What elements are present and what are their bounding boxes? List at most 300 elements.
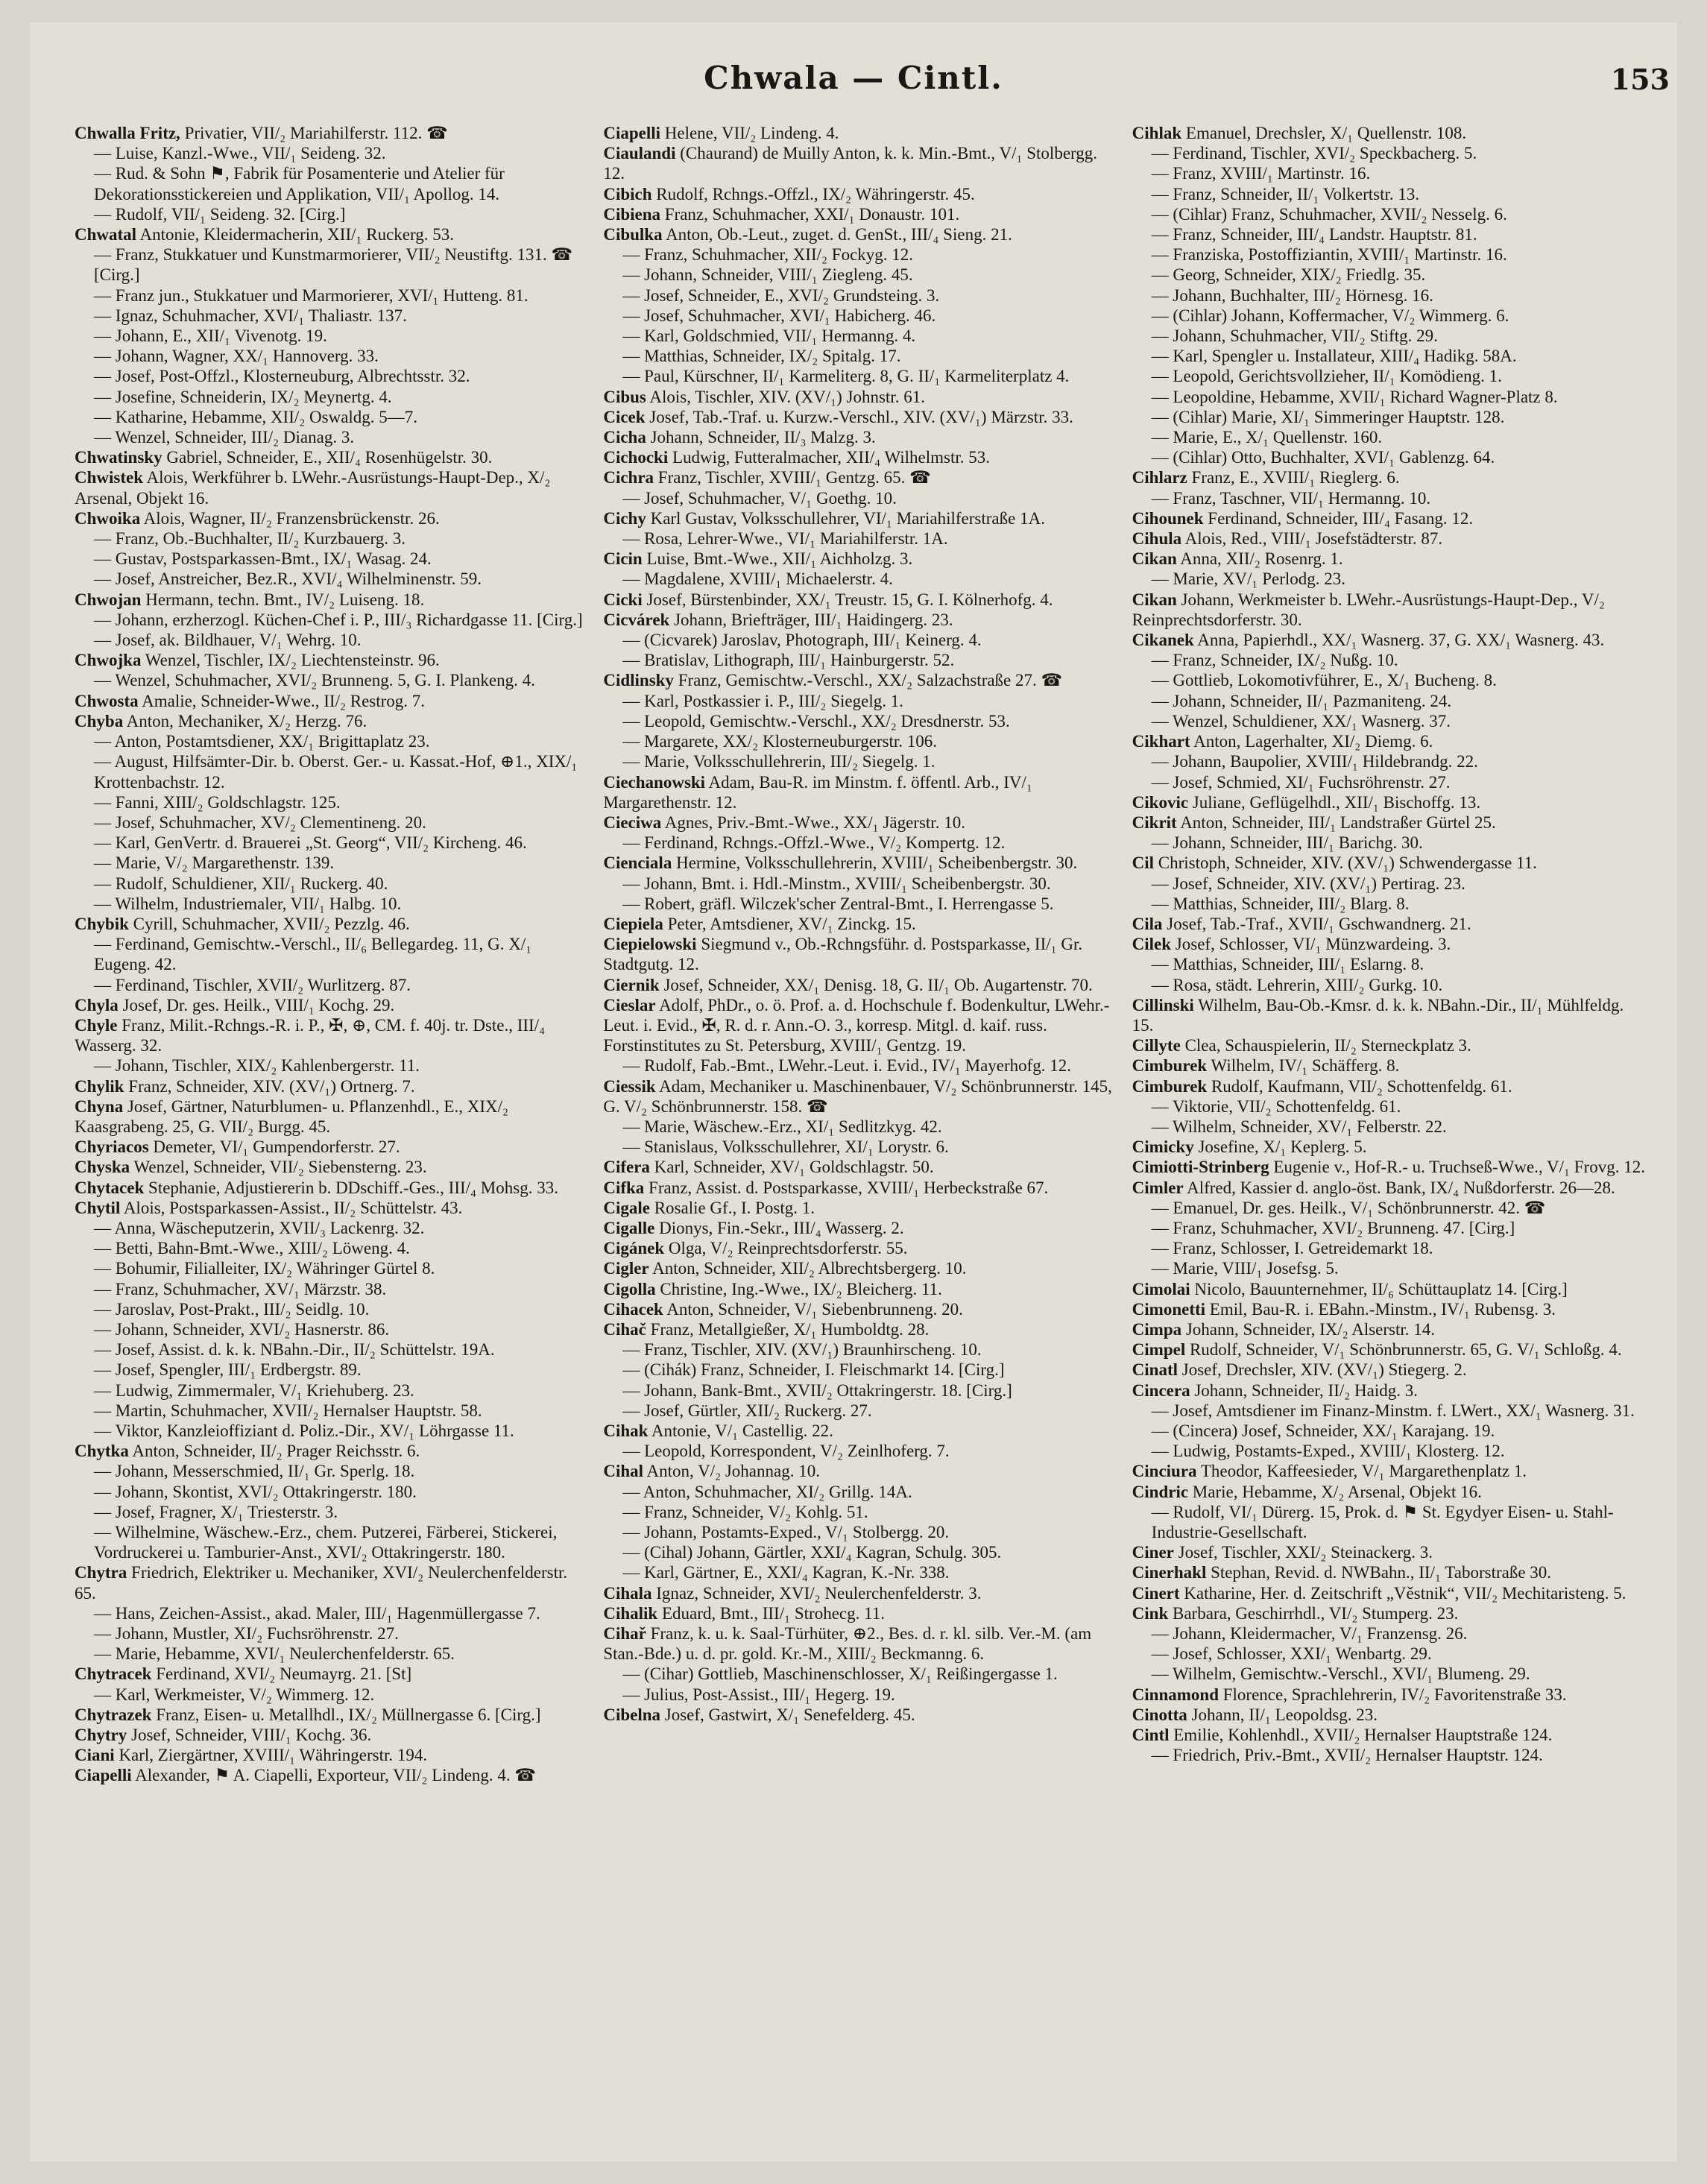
directory-entry	[75, 447, 590, 467]
entry-text: Franz, Metallgießer, X/₁ Humboldtg. 28.	[646, 1319, 930, 1339]
directory-entry	[1132, 1603, 1647, 1623]
directory-entry	[75, 1137, 590, 1157]
directory-entry	[1132, 508, 1647, 528]
entry-surname: Cimburek	[1132, 1076, 1208, 1096]
directory-entry	[1132, 954, 1647, 974]
entry-text: Josef, Bürstenbinder, XX/₁ Treustr. 15, G. I. Kölnerhofg. 4.	[642, 590, 1053, 609]
entry-surname: Cihula	[1132, 529, 1182, 549]
directory-entry	[75, 1055, 590, 1076]
directory-entry	[603, 244, 1118, 265]
entry-surname: Cigalle	[603, 1218, 655, 1237]
entry-text: Alois, Werkführer b. LWehr.-Ausrüstungs-Haupt-Dep., X/₂ Arsenal, Objekt 16.	[75, 468, 551, 508]
entry-text: — Leopoldine, Hebamme, XVII/₁ Richard Wagner-Platz 8.	[1151, 387, 1558, 406]
directory-entry	[603, 1238, 1118, 1258]
directory-entry	[603, 143, 1118, 183]
directory-entry	[75, 1096, 590, 1137]
directory-entry	[1132, 1685, 1647, 1705]
entry-text: — Franz, Schneider, II/₁ Volkertstr. 13.	[1151, 184, 1420, 203]
entry-text: — Marie, Hebamme, XVI/₁ Neulerchenfelderstr. 65.	[94, 1644, 455, 1664]
entry-text: Alfred, Kassier d. anglo-öst. Bank, IX/₄ Nußdorferstr. 26—28.	[1183, 1178, 1615, 1197]
directory-entry	[603, 833, 1118, 853]
directory-entry	[1132, 549, 1647, 569]
directory-entry	[603, 569, 1118, 589]
entry-text: — Josef, Schmied, XI/₁ Fuchsröhrenstr. 27.	[1151, 772, 1451, 792]
entry-text: Wilhelm, Bau-Ob.-Kmsr. d. k. k. NBahn.-Dir., II/₁ Mühlfeldg. 15.	[1132, 995, 1624, 1035]
entry-text: Ferdinand, XVI/₂ Neumayrg. 21. [St]	[151, 1664, 412, 1684]
directory-entry	[75, 1319, 590, 1339]
entry-surname: Cikrit	[1132, 812, 1177, 832]
directory-entry	[603, 1218, 1118, 1238]
directory-entry	[603, 853, 1118, 873]
entry-text: Amalie, Schneider-Wwe., II/₂ Restrog. 7.	[138, 691, 426, 710]
entry-text: Anton, Schneider, V/₁ Siebenbrunneng. 20.	[663, 1299, 963, 1319]
directory-entry	[75, 934, 590, 974]
directory-entry	[75, 467, 590, 508]
entry-text: Franz, Schuhmacher, XXI/₁ Donaustr. 101.	[660, 204, 960, 224]
directory-entry	[1132, 427, 1647, 447]
entry-text: — Marie, Wäschew.-Erz., XI/₁ Sedlitzkyg. 42.	[622, 1117, 942, 1136]
entry-text: — Margarete, XX/₂ Klosterneuburgerstr. 106.	[622, 732, 938, 751]
directory-entry	[1132, 691, 1647, 711]
entry-text: Alois, Wagner, II/₂ Franzensbrückenstr. 26.	[140, 508, 440, 528]
entry-text: Anton, Mechaniker, X/₂ Herzg. 76.	[123, 711, 367, 730]
entry-surname: Cihala	[603, 1583, 652, 1603]
entry-text: — Jaroslav, Post-Prakt., III/₂ Seidlg. 10.	[94, 1299, 370, 1319]
entry-text: — Franz, Tischler, XIV. (XV/₁) Braunhirscheng. 10.	[622, 1340, 982, 1360]
entry-surname: Cink	[1132, 1603, 1169, 1623]
directory-entry	[1132, 650, 1647, 670]
directory-entry	[75, 853, 590, 873]
directory-entry	[75, 1685, 590, 1705]
running-head: Chwala — Cintl.	[704, 60, 1003, 96]
entry-surname: Cichra	[603, 468, 654, 487]
directory-entry	[75, 975, 590, 995]
entry-surname: Chytra	[75, 1563, 127, 1582]
entry-text: Alois, Postsparkassen-Assist., II/₂ Schüttelstr. 43.	[120, 1198, 463, 1217]
entry-text: — Josef, Gürtler, XII/₂ Ruckerg. 27.	[622, 1401, 872, 1420]
directory-entry	[1132, 285, 1647, 306]
entry-text: — Wenzel, Schneider, III/₂ Dianag. 3.	[94, 428, 355, 447]
directory-entry	[1132, 528, 1647, 549]
entry-surname: Cihař	[603, 1624, 646, 1644]
entry-surname: Chytrazek	[75, 1705, 152, 1724]
entry-text: — Johann, Schneider, III/₁ Barichg. 30.	[1151, 833, 1423, 853]
directory-entry	[603, 874, 1118, 894]
directory-entry	[603, 934, 1118, 974]
directory-entry	[1132, 1623, 1647, 1644]
directory-entry	[603, 346, 1118, 366]
entry-text: — (Cihal) Johann, Gärtler, XXI/₄ Kagran, Schulg. 305.	[622, 1543, 1002, 1562]
entry-text: — Franz, Schuhmacher, XII/₂ Fockyg. 12.	[622, 245, 914, 265]
entry-text: — Rosa, Lehrer-Wwe., VI/₁ Mariahilferstr. 1A.	[622, 529, 948, 549]
directory-entry	[1132, 914, 1647, 934]
directory-entry	[75, 224, 590, 244]
directory-entry	[603, 1299, 1118, 1319]
entry-text: Demeter, VI/₁ Gumpendorferstr. 27.	[148, 1137, 400, 1157]
entry-text: — Josef, Assist. d. k. k. NBahn.-Dir., II/₂ Schüttelstr. 19A.	[94, 1340, 495, 1360]
entry-text: — Wilhelm, Gemischtw.-Verschl., XVI/₁ Blumeng. 29.	[1151, 1664, 1530, 1684]
directory-entry	[75, 1157, 590, 1177]
directory-entry	[1132, 204, 1647, 224]
entry-text: — Karl, Spengler u. Installateur, XIII/₄ Hadikg. 58A.	[1151, 347, 1517, 366]
entry-text: — Wenzel, Schuhmacher, XVI/₂ Brunneng. 5, G. I. Plankeng. 4.	[94, 671, 535, 690]
entry-text: Franz, Tischler, XVIII/₁ Gentzg. 65. ☎	[654, 468, 931, 487]
entry-surname: Cihlarz	[1132, 468, 1187, 487]
directory-entry	[603, 670, 1118, 690]
entry-text: — Josef, Schuhmacher, XVI/₁ Habicherg. 46.	[622, 306, 936, 325]
directory-page	[30, 22, 1677, 2162]
entry-text: Josef, Drechsler, XIV. (XV/₁) Stiegerg. 2.	[1178, 1360, 1467, 1380]
entry-text: — Karl, Postkassier i. P., III/₂ Siegelg. 1.	[622, 691, 903, 710]
directory-entry	[75, 914, 590, 934]
entry-text: Alois, Tischler, XIV. (XV/₁) Johnstr. 61.	[646, 387, 925, 406]
entry-surname: Cintl	[1132, 1726, 1170, 1745]
directory-entry	[603, 285, 1118, 306]
entry-text: — Josef, Schuhmacher, XV/₂ Clementineng. 20.	[94, 812, 426, 832]
directory-entry	[1132, 326, 1647, 346]
entry-text: Franz, Assist. d. Postsparkasse, XVIII/₁ Herbeckstraße 67.	[644, 1178, 1049, 1197]
entry-text: — Bohumir, Filialleiter, IX/₂ Währinger Gürtel 8.	[94, 1259, 435, 1278]
entry-text: Clea, Schauspielerin, II/₂ Sterneckplatz 3.	[1180, 1036, 1471, 1055]
entry-text: Johann, Schneider, IX/₂ Alserstr. 14.	[1181, 1319, 1436, 1339]
entry-text: Christoph, Schneider, XIV. (XV/₁) Schwendergasse 11.	[1154, 853, 1537, 873]
directory-entry	[1132, 1583, 1647, 1603]
directory-entry	[603, 812, 1118, 833]
entry-text: Franz, Schneider, XIV. (XV/₁) Ortnerg. 7.	[124, 1076, 415, 1096]
entry-text: — Ludwig, Postamts-Exped., XVIII/₁ Klosterg. 12.	[1151, 1442, 1505, 1461]
entry-text: Rudolf, Rchngs.-Offzl., IX/₂ Währingerstr. 45.	[651, 184, 975, 203]
entry-text: — Luise, Kanzl.-Wwe., VII/₁ Seideng. 32.	[94, 144, 386, 163]
entry-text: — Johann, Postamts-Exped., V/₁ Stolbergg. 20.	[622, 1523, 950, 1542]
directory-entry	[1132, 1299, 1647, 1319]
directory-entry	[75, 1421, 590, 1441]
entry-text: — Martin, Schuhmacher, XVII/₂ Hernalser Hauptstr. 58.	[94, 1401, 482, 1420]
entry-surname: Cinnamond	[1132, 1685, 1219, 1704]
directory-entry	[75, 528, 590, 549]
entry-surname: Chwojan	[75, 590, 142, 609]
directory-entry	[1132, 1705, 1647, 1725]
entry-text: Florence, Sprachlehrerin, IV/₂ Favoritenstraße 33.	[1218, 1685, 1567, 1704]
entry-text: Josef, Schneider, VIII/₁ Kochg. 36.	[127, 1726, 372, 1745]
entry-text: — Franz, XVIII/₁ Martinstr. 16.	[1151, 164, 1371, 183]
entry-text: — Leopold, Gerichtsvollzieher, II/₁ Komödieng. 1.	[1151, 367, 1502, 386]
entry-text: — (Cincera) Josef, Schneider, XX/₁ Karajang. 19.	[1151, 1421, 1495, 1440]
entry-text: — Rud. & Sohn ⚑, Fabrik für Posamenterie und Atelier für Dekorationsstickereien und Applikation, VII/₁ Apollog. 14.	[94, 164, 505, 203]
directory-entry	[75, 670, 590, 690]
entry-surname: Chwojka	[75, 651, 142, 670]
directory-entry	[1132, 874, 1647, 894]
entry-surname: Cincera	[1132, 1380, 1190, 1400]
entry-text: — Rosa, städt. Lehrerin, XIII/₂ Gurkg. 10.	[1151, 975, 1443, 994]
directory-entry	[75, 1258, 590, 1278]
entry-text: — Leopold, Korrespondent, V/₂ Zeinlhoferg. 7.	[622, 1442, 950, 1461]
entry-text: Johann, II/₁ Leopoldsg. 23.	[1187, 1705, 1378, 1724]
directory-entry	[603, 387, 1118, 407]
directory-entry	[75, 1178, 590, 1198]
directory-entry	[603, 1319, 1118, 1339]
directory-entry	[75, 326, 590, 346]
entry-text: — Ferdinand, Tischler, XVI/₂ Speckbacherg. 5.	[1151, 144, 1477, 163]
entry-text: — Wilhelm, Schneider, XV/₁ Felberstr. 22.	[1151, 1117, 1447, 1136]
directory-entry	[1132, 224, 1647, 244]
entry-text: Johann, Werkmeister b. LWehr.-Ausrüstungs-Haupt-Dep., V/₂ Reinprechtsdorferstr. 30.	[1132, 590, 1605, 629]
entry-text: — (Cihlar) Marie, XI/₁ Simmeringer Hauptstr. 128.	[1151, 407, 1505, 426]
directory-entry	[603, 265, 1118, 285]
entry-surname: Ciernik	[603, 975, 660, 994]
directory-entry	[1132, 346, 1647, 366]
directory-entry	[603, 1603, 1118, 1623]
entry-text: Agnes, Priv.-Bmt.-Wwe., XX/₁ Jägerstr. 10.	[661, 812, 965, 832]
directory-entry	[603, 549, 1118, 569]
directory-entry	[603, 366, 1118, 386]
entry-text: — Franz, Taschner, VII/₁ Hermanng. 10.	[1151, 488, 1431, 508]
entry-text: — Josef, Amtsdiener im Finanz-Minstm. f. LWert., XX/₁ Wasnerg. 31.	[1151, 1401, 1635, 1420]
directory-entry	[75, 1664, 590, 1684]
page-number: 153	[1610, 63, 1670, 96]
entry-text: — Josef, Anstreicher, Bez.R., XVI/₄ Wilhelminenstr. 59.	[94, 569, 482, 589]
entry-surname: Cimicky	[1132, 1137, 1194, 1157]
entry-text: — Wilhelmine, Wäschew.-Erz., chem. Putzerei, Färberei, Stickerei, Vordruckerei u. Tamburier-Anst., XVI/₂ Ottakringerstr. 180.	[94, 1523, 558, 1562]
entry-surname: Cigler	[603, 1259, 649, 1278]
directory-entry	[1132, 407, 1647, 427]
entry-text: Stephanie, Adjustiererin b. DDschiff.-Ges., III/₄ Mohsg. 33.	[144, 1178, 558, 1197]
entry-text: — Johann, erzherzogl. Küchen-Chef i. P., III/₃ Richardgasse 11. [Cirg.]	[94, 610, 583, 629]
directory-entry	[1132, 772, 1647, 792]
directory-entry	[1132, 1076, 1647, 1096]
entry-text: Anton, Schneider, III/₁ Landstraßer Gürtel 25.	[1176, 812, 1496, 832]
directory-entry	[603, 447, 1118, 467]
entry-text: Rudolf, Kaufmann, VII/₂ Schottenfeldg. 61.	[1207, 1076, 1512, 1096]
directory-entry	[603, 1664, 1118, 1684]
entry-text: Adam, Bau-R. im Minstm. f. öffentl. Arb., IV/₁ Margarethenstr. 12.	[603, 772, 1032, 812]
directory-entry	[603, 1076, 1118, 1117]
directory-entry	[603, 1421, 1118, 1441]
entry-surname: Ciapelli	[603, 124, 660, 142]
directory-entry	[1132, 853, 1647, 873]
entry-text: — Fanni, XIII/₂ Goldschlagstr. 125.	[94, 792, 341, 812]
entry-text: — (Cihlar) Otto, Buchhalter, XVI/₁ Gablenzg. 64.	[1151, 448, 1495, 467]
entry-text: — Ferdinand, Tischler, XVII/₂ Wurlitzerg. 87.	[94, 975, 411, 994]
entry-text: — Franz, Schneider, IX/₂ Nußg. 10.	[1151, 651, 1398, 670]
entry-text: — Josef, ak. Bildhauer, V/₁ Wehrg. 10.	[94, 631, 362, 650]
directory-entry	[1132, 143, 1647, 163]
entry-text: — Stanislaus, Volksschullehrer, XI/₁ Lorystr. 6.	[622, 1137, 949, 1157]
directory-column-2	[603, 123, 1118, 1786]
entry-text: — Josef, Fragner, X/₁ Triesterstr. 3.	[94, 1502, 338, 1521]
directory-entry	[603, 894, 1118, 914]
entry-text: Siegmund v., Ob.-Rchngsführ. d. Postsparkasse, II/₁ Gr. Stadtgutg. 12.	[603, 935, 1083, 974]
entry-text: Emil, Bau-R. i. EBahn.-Minstm., IV/₁ Rubensg. 3.	[1205, 1299, 1556, 1319]
directory-entry	[1132, 1035, 1647, 1055]
directory-entry	[1132, 1137, 1647, 1157]
directory-column-1	[75, 123, 590, 1786]
entry-surname: Ciaulandi	[603, 144, 676, 163]
directory-entry	[603, 711, 1118, 731]
directory-entry	[75, 1015, 590, 1055]
directory-entry	[75, 1765, 590, 1785]
directory-entry	[603, 975, 1118, 995]
directory-entry	[75, 1644, 590, 1664]
entry-text: — Josef, Post-Offzl., Klosterneuburg, Albrechtsstr. 32.	[94, 367, 470, 386]
entry-surname: Cihač	[603, 1319, 646, 1339]
entry-text: Friedrich, Elektriker u. Mechaniker, XVI/₂ Neulerchenfelderstr. 65.	[75, 1563, 568, 1603]
directory-entry	[75, 366, 590, 386]
directory-entry	[1132, 123, 1647, 143]
entry-text: Wilhelm, IV/₁ Schäfferg. 8.	[1207, 1056, 1400, 1076]
entry-text: — Matthias, Schneider, III/₂ Blarg. 8.	[1151, 894, 1410, 913]
directory-entry	[1132, 1218, 1647, 1238]
directory-entry	[603, 488, 1118, 508]
directory-entry	[1132, 1096, 1647, 1117]
entry-text: — Gustav, Postsparkassen-Bmt., IX/₁ Wasag. 24.	[94, 549, 432, 569]
directory-entry	[603, 1461, 1118, 1481]
entry-text: — Anton, Schuhmacher, XI/₂ Grillg. 14A.	[622, 1482, 912, 1501]
directory-entry	[75, 1603, 590, 1623]
directory-entry	[1132, 1339, 1647, 1360]
entry-text: — Anton, Postamtsdiener, XX/₁ Brigittaplatz 23.	[94, 732, 430, 751]
entry-surname: Cimiotti-Strinberg	[1132, 1158, 1269, 1177]
directory-entry	[75, 143, 590, 163]
directory-entry	[75, 549, 590, 569]
entry-surname: Ciepielowski	[603, 935, 697, 954]
entry-surname: Cillinski	[1132, 995, 1194, 1014]
entry-surname: Ciechanowski	[603, 772, 706, 792]
directory-entry	[75, 792, 590, 812]
entry-text: — Julius, Post-Assist., III/₁ Hegerg. 19.	[622, 1685, 895, 1704]
directory-entry	[75, 691, 590, 711]
entry-surname: Cigale	[603, 1198, 650, 1217]
entry-surname: Cilek	[1132, 935, 1172, 954]
entry-surname: Chyska	[75, 1158, 130, 1177]
entry-surname: Cibiena	[603, 204, 661, 224]
entry-text: — Ludwig, Zimmermaler, V/₁ Kriehuberg. 23.	[94, 1380, 414, 1400]
entry-surname: Cibich	[603, 184, 652, 203]
directory-entry	[75, 1705, 590, 1725]
entry-surname: Cibelna	[603, 1705, 661, 1724]
entry-surname: Ciapelli	[75, 1766, 132, 1785]
directory-entry	[603, 914, 1118, 934]
entry-surname: Chwalla Fritz,	[75, 124, 180, 142]
directory-entry	[1132, 1380, 1647, 1401]
directory-entry	[75, 731, 590, 751]
entry-surname: Cicvárek	[603, 610, 670, 629]
entry-text: — Viktorie, VII/₂ Schottenfeldg. 61.	[1151, 1096, 1401, 1116]
directory-entry	[75, 346, 590, 366]
entry-text: — Franziska, Postoffiziantin, XVIII/₁ Martinstr. 16.	[1151, 245, 1507, 265]
directory-entry	[1132, 1745, 1647, 1765]
directory-entry	[603, 590, 1118, 610]
entry-text: — Friedrich, Priv.-Bmt., XVII/₂ Hernalser Hauptstr. 124.	[1151, 1746, 1543, 1765]
entry-text: — Betti, Bahn-Bmt.-Wwe., XIII/₂ Löweng. 4.	[94, 1239, 410, 1258]
directory-entry	[75, 650, 590, 670]
entry-surname: Cikan	[1132, 549, 1177, 569]
directory-entry	[1132, 488, 1647, 508]
entry-text: Eduard, Bmt., III/₁ Strohecg. 11.	[657, 1603, 886, 1623]
directory-entry	[75, 1522, 590, 1562]
entry-text: Josef, Dr. ges. Heilk., VIII/₁ Kochg. 29.	[118, 995, 395, 1014]
entry-surname: Cibus	[603, 387, 646, 406]
entry-text: Johann, Schneider, II/₂ Haidg. 3.	[1190, 1380, 1418, 1400]
directory-entry	[1132, 1461, 1647, 1481]
entry-text: Wenzel, Schneider, VII/₂ Siebensterng. 23.	[130, 1158, 427, 1177]
entry-surname: Cicek	[603, 407, 646, 426]
entry-text: — Marie, VIII/₁ Josefsg. 5.	[1151, 1259, 1339, 1278]
directory-entry	[75, 427, 590, 447]
entry-surname: Cihak	[603, 1421, 649, 1440]
entry-text: — Wenzel, Schuldiener, XX/₁ Wasnerg. 37.	[1151, 711, 1451, 730]
entry-text: — Johann, E., XII/₁ Vivenotg. 19.	[94, 326, 327, 346]
entry-text: — Marie, XV/₁ Perlodg. 23.	[1151, 569, 1346, 589]
directory-entry	[603, 1482, 1118, 1502]
entry-text: — Karl, Gärtner, E., XXI/₄ Kagran, K.-Nr. 338.	[622, 1563, 950, 1582]
entry-text: — Josef, Schneider, E., XVI/₂ Grundsteing. 3.	[622, 285, 940, 305]
entry-text: — Katharine, Hebamme, XII/₂ Oswaldg. 5—7.	[94, 407, 418, 426]
entry-text: — Leopold, Gemischtw.-Verschl., XX/₂ Dresdnerstr. 53.	[622, 711, 1010, 730]
directory-entry	[75, 387, 590, 407]
entry-text: — Franz, Schuhmacher, XV/₁ Märzstr. 38.	[94, 1279, 387, 1298]
entry-text: — Johann, Skontist, XVI/₂ Ottakringerstr. 180.	[94, 1482, 417, 1501]
entry-text: — Johann, Mustler, XI/₂ Fuchsröhrenstr. 27.	[94, 1624, 399, 1644]
directory-entry	[1132, 1562, 1647, 1582]
entry-text: Karl, Ziergärtner, XVIII/₁ Währingerstr. 194.	[114, 1746, 428, 1765]
entry-text: — Johann, Kleidermacher, V/₁ Franzensg. 26.	[1151, 1624, 1468, 1644]
entry-surname: Cikanek	[1132, 631, 1194, 650]
entry-text: — Magdalene, XVIII/₁ Michaelerstr. 4.	[622, 569, 893, 589]
entry-text: Josef, Schneider, XX/₁ Denisg. 18, G. II/₁ Ob. Augartenstr. 70.	[659, 975, 1093, 994]
entry-text: — (Cihar) Gottlieb, Maschinenschlosser, X/₁ Reißingergasse 1.	[622, 1664, 1058, 1684]
directory-entry	[1132, 467, 1647, 487]
directory-entry	[1132, 244, 1647, 265]
entry-text: Franz, Gemischtw.-Verschl., XX/₂ Salzachstraße 27. ☎	[673, 671, 1063, 690]
directory-entry	[1132, 630, 1647, 650]
directory-entry	[603, 407, 1118, 427]
entry-surname: Cinerhakl	[1132, 1563, 1207, 1582]
entry-text: — Karl, Werkmeister, V/₂ Wimmerg. 12.	[94, 1685, 375, 1704]
entry-text: — Rudolf, VI/₁ Dürerg. 15, Prok. d. ⚑ St. Egydyer Eisen- u. Stahl-Industrie-Gesellschaft.	[1151, 1502, 1614, 1542]
directory-entry	[1132, 1482, 1647, 1502]
directory-entry	[1132, 934, 1647, 954]
entry-surname: Cifka	[603, 1178, 645, 1197]
entry-text: — Viktor, Kanzleioffiziant d. Poliz.-Dir., XV/₁ Löhrgasse 11.	[94, 1421, 514, 1440]
directory-entry	[1132, 387, 1647, 407]
entry-surname: Cimpa	[1132, 1319, 1182, 1339]
entry-text: — Matthias, Schneider, IX/₂ Spitalg. 17.	[622, 347, 901, 366]
entry-text: — Franz, Schuhmacher, XVI/₂ Brunneng. 47. [Cirg.]	[1151, 1218, 1515, 1237]
entry-text: — Karl, Goldschmied, VII/₁ Hermanng. 4.	[622, 326, 916, 346]
directory-entry	[75, 508, 590, 528]
entry-text: — Hans, Zeichen-Assist., akad. Maler, III/₁ Hagenmüllergasse 7.	[94, 1603, 540, 1623]
directory-entry	[603, 306, 1118, 326]
entry-text: — Georg, Schneider, XIX/₂ Friedlg. 35.	[1151, 265, 1426, 285]
entry-surname: Cikovic	[1132, 792, 1189, 812]
entry-text: — Josef, Schlosser, XXI/₁ Wenbartg. 29.	[1151, 1644, 1432, 1664]
directory-entry	[603, 1198, 1118, 1218]
directory-entry	[75, 833, 590, 853]
entry-text: Karl Gustav, Volksschullehrer, VI/₁ Mariahilferstraße 1A.	[646, 508, 1045, 528]
entry-surname: Chytracek	[75, 1664, 152, 1684]
directory-entry	[603, 691, 1118, 711]
directory-entry	[75, 812, 590, 833]
directory-entry	[1132, 812, 1647, 833]
entry-text: Rosalie Gf., I. Postg. 1.	[649, 1198, 815, 1217]
directory-entry	[1132, 1360, 1647, 1380]
entry-surname: Chwoika	[75, 508, 141, 528]
entry-surname: Cihlak	[1132, 124, 1182, 142]
entry-surname: Cigolla	[603, 1279, 656, 1298]
entry-text: Stephan, Revid. d. NWBahn., II/₁ Taborstraße 30.	[1206, 1563, 1552, 1582]
directory-entry	[603, 508, 1118, 528]
directory-entry	[603, 995, 1118, 1056]
